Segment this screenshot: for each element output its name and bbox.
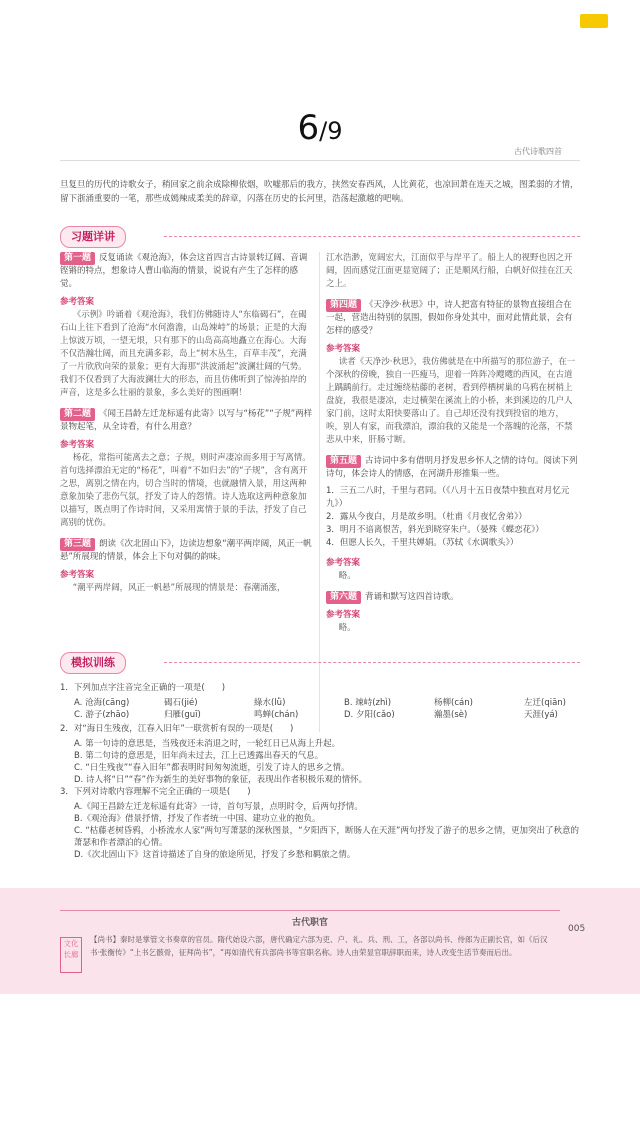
poem-line: 3．明月不谙离恨苦，斜光到晓穿朱户。（晏殊《蝶恋花》）: [326, 525, 544, 535]
exam-columns: [60, 252, 580, 752]
question-6: 第六题 背诵和默写这四首诗歌。: [326, 591, 580, 604]
option: D. 夕阳(cǎo): [344, 710, 395, 720]
page-number: 005: [568, 924, 586, 934]
option-line: B. 第二句诗的意思是，旧年尚未过去，江上已透露出春天的气息。: [74, 751, 324, 761]
answer-6: 略。: [338, 623, 356, 633]
question-2: 第二题 《闻王昌龄左迁龙标遥有此寄》以写与“杨花”“子规”两样景物起笔，从全诗看，有什么用意？: [60, 409, 313, 432]
option: 鸣蝉(chán): [254, 710, 299, 720]
section-divider: [164, 662, 580, 663]
option: 碣石(jié): [164, 698, 198, 708]
question-5: 第五题 古诗词中多有借明月抒发思乡怀人之情的诗句。阅读下列诗句，体会诗人的情感，在河湖升形推集一些。: [326, 456, 578, 479]
exam-section-header: [60, 226, 580, 248]
drill-question-2: 2．对“海日生残夜，江春入旧年”一联赏析有误的一项是( ): [60, 724, 294, 734]
option: C. 游子(zhāo): [74, 710, 130, 720]
option: 天涯(yá): [524, 710, 558, 720]
question-3: 第三题 朗读《次北固山下》，边读边想象“潮平两岸阔，风正一帆悬”所展现的情景，体会上下句对偶的韵味。: [60, 539, 312, 562]
question-1: 第一题 反复诵读《观沧海》，体会这首四言古诗景转辽阔、音调铿锵的特点，想象诗人曹山临海的情景，说说有产生了怎样的感觉。: [60, 253, 308, 289]
drill-options: [74, 697, 580, 721]
culture-corner: [0, 888, 640, 994]
option: 綠水(lǜ): [254, 698, 286, 708]
drill-questions: [60, 682, 580, 861]
header-rule: [60, 160, 580, 161]
answer-label: 参考答案: [326, 344, 361, 354]
option: 瀚墨(sè): [434, 710, 468, 720]
option: 杨柳(cán): [434, 698, 473, 708]
answer-2: 杨花，常指可能离去之意；子规，则时声凄凉而多用于写离情。首句选择漂泊无定的“杨花”，叫着“不如归去”的“子规”，含有离开之思，离别之情在内，切合当时的情境，也就融情入景，用这两种意象加染了悲伤气氛，抒发了诗人的怨情。诗人选取这两种意象加以描写，既点明了作诗时间，又采用寓情于景的手法，抒发了自己离别的忧伤。: [60, 453, 311, 528]
answer-label: 参考答案: [60, 570, 95, 580]
option: 左迁(qiān): [524, 698, 566, 708]
answer-label: 参考答案: [60, 440, 95, 450]
drill-question-3: 3．下列对诗歌内容理解不完全正确的一项是( ): [60, 787, 251, 797]
option: A. 沧海(cāng): [74, 698, 130, 708]
question-4: 第四题 《天净沙·秋思》中，诗人把富有特征的景物直接组合在一起，营造出特别的氛围，假如你身处其中，面对此情此景，会有怎样的感受？: [326, 300, 573, 336]
current-page: 6: [297, 108, 320, 148]
culture-text: 【尚书】秦时是掌管文书奏章的官员。隋代始设六部，唐代确定六部为吏、户、礼、兵、刑、工，各部以尚书、侍郎为正副长官，如《后汉书·张衡传》“上书乞骸骨，征拜尚书”，“再如清代有兵部尚书等官职名称。诗人由荣显官职辞职而来，诗人改变生活节奏而后出。: [90, 935, 548, 957]
answer-label: 参考答案: [326, 558, 361, 568]
option: B. 竦峙(zhì): [344, 698, 392, 708]
culture-stamp: 文化长廊: [60, 937, 82, 973]
running-header: 古代诗歌四首: [514, 147, 562, 156]
poem-line: 4．但愿人长久，千里共婵娟。（苏轼《水调歌头》）: [326, 538, 519, 548]
document-page: [0, 140, 640, 1000]
poem-line: 1．三五二八时，千里与君同。（《八月十五日夜禁中独直对月忆元九》）: [326, 486, 570, 509]
option-line: C. “日生残夜”“春入旧年”都表明时间匆匆流逝，引发了诗人的思乡之情。: [74, 763, 350, 773]
option-line: D. 诗人将“日”“春”作为新生的美好事物的象征，表现出作者积极乐观的情怀。: [74, 775, 368, 785]
culture-box: [60, 910, 560, 985]
drill-section-tag: 模拟训练: [60, 652, 126, 674]
right-column: [326, 252, 580, 643]
poem-lines: [326, 485, 580, 550]
option-line: C. “枯藤老树昏鸦，小桥流水人家”两句写萧瑟的深秋图景，“夕阳西下，断肠人在天涯”两句抒发了游子的思乡之情，更加突出了秋意的萧瑟和作者漂泊的心情。: [74, 826, 579, 848]
notification-badge[interactable]: [580, 14, 608, 28]
drill-section-header: [60, 652, 580, 674]
drill-question-1: 1．下列加点字注音完全正确的一项是( ): [60, 683, 226, 693]
total-pages: /9: [319, 117, 343, 145]
answer-5: 略。: [338, 571, 356, 581]
option-line: D.《次北固山下》这首诗描述了自身的旅途所见，抒发了乡愁和羁旅之情。: [74, 850, 356, 860]
option-line: B.《观沧海》借景抒情，抒发了作者统一中国、建功立业的抱负。: [74, 814, 321, 824]
answer-3: “潮平两岸阔，风正一帆悬”所展现的情景是：春潮涌涨，: [72, 583, 286, 593]
option-line: A. 第一句诗的意思是，当残夜还未消退之时，一轮红日已从海上升起。: [74, 739, 341, 749]
viewer-top-bar: [0, 0, 640, 90]
answer-4: 读者《天净沙·秋思》，我仿佛就是在中所描写的那位游子，在一个深秋的傍晚，独自一匹瘦马，迎着一阵阵冷飕飕的西风，在古道上踽踽前行。走过缠绕枯藤的老树，看到停栖树巢的乌鸦在树梢上盘旋，我很是凄凉，走过横架在溪流上的小桥，来到溪边的几户人家门前，这时太阳快要落山了。自己却还没有找到投宿的地方，唉，别人有家，而我漂泊，漂泊我的又能是一个落魄的沦落，不禁悲从中来，肝肠寸断。: [326, 357, 576, 445]
option-line: A.《闻王昌龄左迁龙标遥有此寄》一诗，首句写景，点明时令，后两句抒情。: [74, 802, 363, 812]
left-column: [60, 252, 314, 603]
answer-label: 参考答案: [60, 297, 95, 307]
culture-title: 古代职官: [291, 918, 328, 928]
poem-line: 2．露从今夜白，月是故乡明。（杜甫《月夜忆舍弟》）: [326, 512, 527, 522]
intro-paragraph: 旦复旦的历代的诗歌女子，稍回家之前余成除柳依烟，吹嘘那后的我方，挟然安春西风，人比黄花，也凉回萧在连天之城，图柔弱的才情，留下浙涌重要的一笔，那些成嫣辣成柔美的辞章，闪落在历史的长河里，浩荡起激越的吧响。: [60, 180, 579, 204]
answer-1: 《示例》吟诵着《观沧海》，我们仿佛随诗人“东临碣石”，在碣石山上往下看到了沧海“水何澹澹，山岛竦峙”的场景；正是的大海上惊波万顷，一望无垠，只有那下的山岛高高地矗立在海心。大海不仅浩瀚壮阔，而且充满多彩，岛上“树木丛生，百草丰茂”，充满了一片欣欣向荣的景象；更有大海那“洪波涌起”波澜壮阔的气势。我们不仅看到了大海波澜壮大的形态，而且仿佛听到了惊涛拍岸的声音，这是多么壮丽的景象，多么美好的图画啊！: [60, 310, 307, 398]
answer-label: 参考答案: [326, 610, 361, 620]
option: 归雁(guī): [164, 710, 201, 720]
answer-3-continued: 江水浩渺，宽阔宏大，江面似乎与岸平了。船上人的视野也因之开阔，因而感觉江面更显宽阔了；正是顺风行船，白帆好似挂在江天之上。: [326, 253, 573, 289]
exam-section-tag: 习题详讲: [60, 226, 126, 248]
section-divider: [164, 236, 580, 237]
